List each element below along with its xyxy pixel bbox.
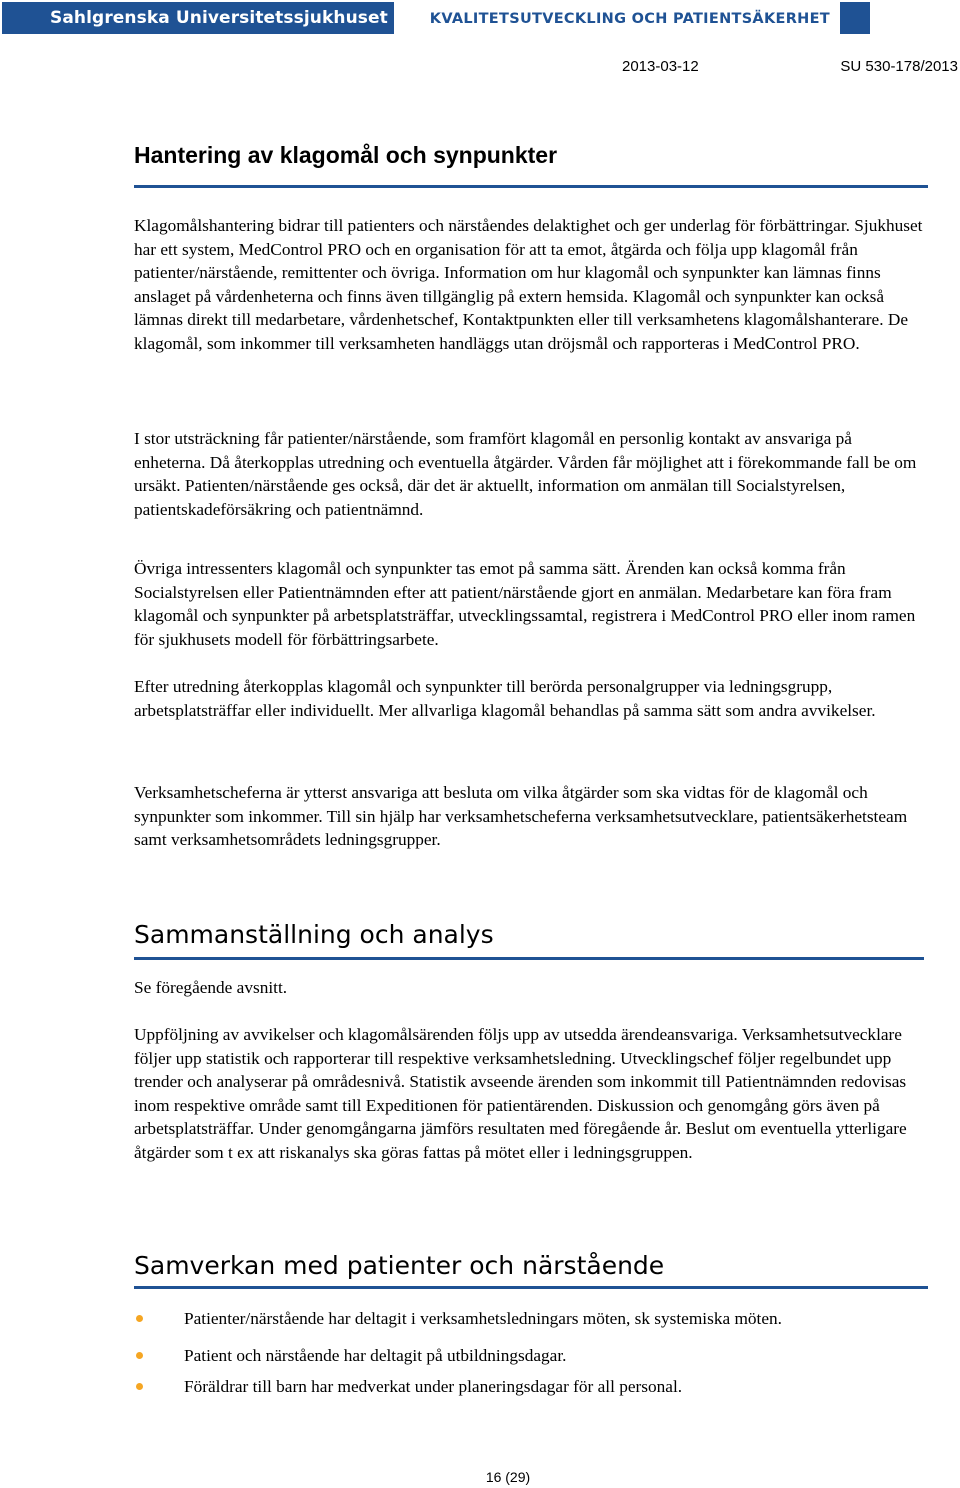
list-item-text: Patient och närstående har deltagit på utbildningsdagar.	[184, 1346, 567, 1365]
document-date: 2013-03-12	[622, 58, 699, 75]
paragraph: Se föregående avsnitt.	[134, 978, 288, 997]
department-title: KVALITETSUTVECKLING OCH PATIENTSÄKERHET	[396, 2, 840, 34]
header-corner-block	[840, 2, 870, 34]
paragraph: Verksamhetscheferna är ytterst ansvariga att besluta om vilka åtgärder som ska vidtas för de klagomål och synpunkter som inkommer. Till sin hjälp har verksamhetscheferna verksamhetsutvecklare, patientsäkerhetsteam samt verksamhetsområdets ledningsgrupper.	[134, 783, 908, 850]
document-header-bar	[2, 2, 870, 34]
bullet-icon	[136, 1315, 143, 1322]
paragraph: Efter utredning återkopplas klagomål och synpunkter till berörda personalgrupper via ledningsgrupp, arbetsplatsträffar eller individuellt. Mer allvarliga klagomål behandlas på samma sätt som andra avvikelser.	[134, 677, 876, 720]
bullet-icon	[136, 1352, 143, 1359]
list-item-text: Patienter/närstående har deltagit i verksamhetsledningars möten, sk systemiska möten.	[184, 1309, 782, 1328]
heading-rule	[134, 1286, 928, 1289]
page-number: 16 (29)	[485, 1469, 531, 1485]
section-heading-complaints: Hantering av klagomål och synpunkter	[134, 142, 558, 168]
paragraph: Övriga intressenters klagomål och synpunkter tas emot på samma sätt. Ärenden kan också komma från Socialstyrelsen eller Patientnämnden efter att patient/närstående gjort en anmälan. Medarbetare kan föra fram klagomål och synpunkter på arbetsplatsträffar, utvecklingssamtal, registrera i MedControl PRO eller inom ramen för sjukhusets modell för förbättringsarbete.	[134, 559, 916, 649]
section-heading-collaboration: Samverkan med patienter och närstående	[134, 1251, 665, 1280]
bullet-icon	[136, 1383, 143, 1390]
paragraph: Uppföljning av avvikelser och klagomålsärenden följs upp av utsedda ärendeansvariga. Verksamhetsutvecklare följer upp statistik och rapporterar till respektive verksamhetsledning. Utvecklingschef följer regelbundet upp trender och analyserar på områdesnivå. Statistik avseende ärenden som inkommit till Patientnämnden redovisas inom respektive område samt till Expeditionen för patientärenden. Diskussion och genomgång görs även på arbetsplatsträffar. Under genomgångarna jämförs resultaten med föregående år. Beslut om eventuella ytterligare åtgärder som t ex att riskanalys ska göras fattas på mötet eller i ledningsgruppen.	[134, 1025, 907, 1162]
heading-rule	[134, 957, 924, 960]
hospital-name: Sahlgrenska Universitetssjukhuset	[2, 2, 394, 34]
heading-rule	[134, 185, 928, 188]
section-heading-analysis: Sammanställning och analys	[134, 920, 494, 949]
list-item-text: Föräldrar till barn har medverkat under planeringsdagar för all personal.	[184, 1377, 683, 1396]
paragraph: Klagomålshantering bidrar till patienters och närståendes delaktighet och ger underlag för förbättringar. Sjukhuset har ett system, MedControl PRO och en organisation för att ta emot, åtgärda och följa upp klagomål från patienter/närstående, remittenter och övriga. Information om hur klagomål och synpunkter kan lämnas finns anslaget på vårdenheterna och finns även tillgänglig på extern hemsida. Klagomål och synpunkter kan också lämnas direkt till medarbetare, vårdenhetschef, Kontaktpunkten eller till verksamhetens klagomålshanterare. De klagomål, som inkommer till verksamheten handläggs utan dröjsmål och rapporteras i MedControl PRO.	[134, 216, 923, 353]
document-reference: SU 530-178/2013	[840, 58, 958, 75]
paragraph: I stor utsträckning får patienter/närstående, som framfört klagomål en personlig kontakt av ansvariga på enheterna. Då återkopplas utredning och eventuella åtgärder. Vården får möjlighet att i förekommande fall be om ursäkt. Patienten/närstående ges också, där det är aktuellt, information om anmälan till Socialstyrelsen, patientskadeförsäkring och patientnämnd.	[134, 429, 917, 519]
